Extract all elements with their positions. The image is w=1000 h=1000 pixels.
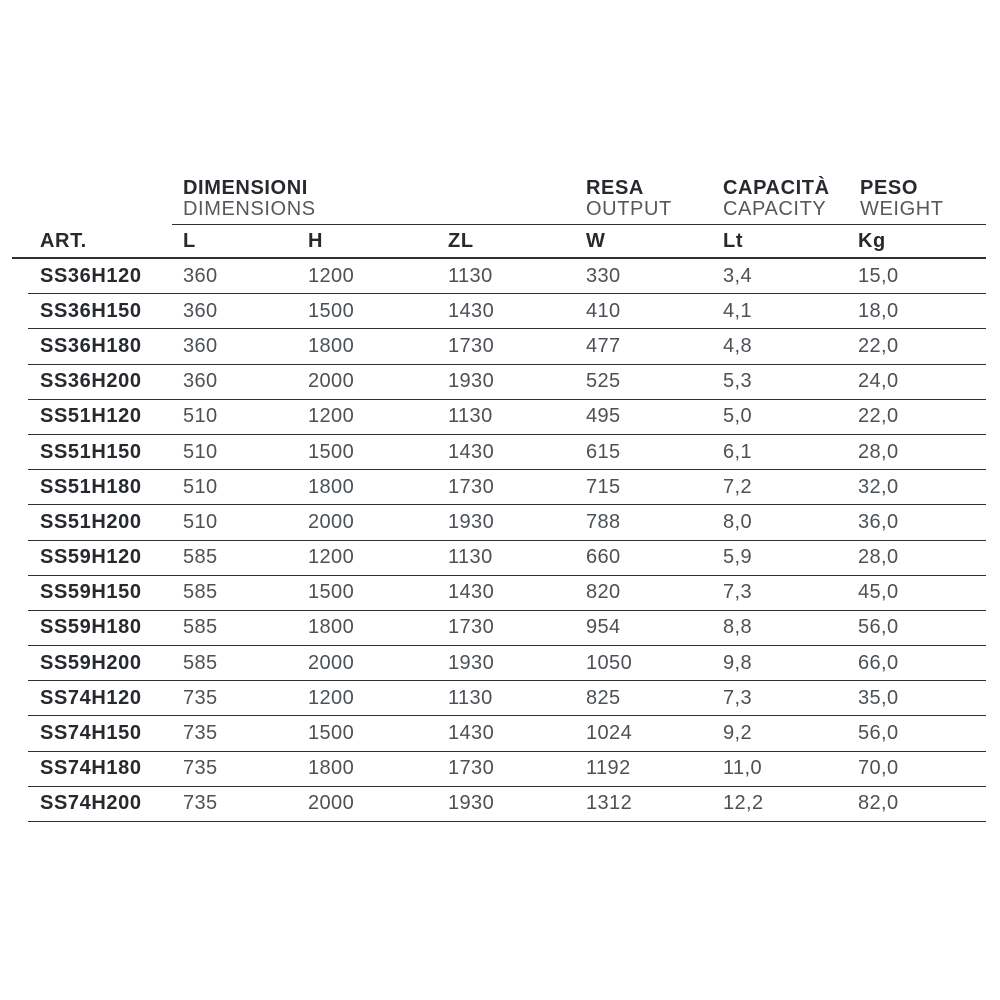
cell-lt: 5,9 bbox=[723, 546, 753, 569]
cell-kg: 32,0 bbox=[858, 475, 899, 498]
column-header-zl: ZL bbox=[448, 229, 474, 252]
cell-l: 735 bbox=[183, 792, 218, 815]
cell-w: 825 bbox=[586, 686, 621, 709]
cell-kg: 56,0 bbox=[858, 616, 899, 639]
cell-art: SS74H150 bbox=[40, 722, 142, 745]
column-header-l: L bbox=[183, 229, 196, 252]
cell-h: 1200 bbox=[308, 686, 355, 709]
cell-l: 585 bbox=[183, 616, 218, 639]
table-row bbox=[28, 541, 986, 576]
cell-l: 585 bbox=[183, 651, 218, 674]
cell-kg: 66,0 bbox=[858, 651, 899, 674]
cell-h: 2000 bbox=[308, 792, 355, 815]
cell-h: 2000 bbox=[308, 510, 355, 533]
group-subtitle: WEIGHT bbox=[860, 198, 944, 220]
group-header-row bbox=[12, 178, 986, 225]
cell-art: SS59H120 bbox=[40, 546, 142, 569]
cell-lt: 8,8 bbox=[723, 616, 753, 639]
table-row bbox=[28, 716, 986, 751]
cell-art: SS59H200 bbox=[40, 651, 142, 674]
cell-l: 360 bbox=[183, 334, 218, 357]
cell-kg: 28,0 bbox=[858, 440, 899, 463]
cell-h: 1200 bbox=[308, 264, 355, 287]
cell-lt: 11,0 bbox=[723, 757, 763, 780]
cell-w: 788 bbox=[586, 510, 621, 533]
table-row bbox=[28, 329, 986, 364]
cell-lt: 8,0 bbox=[723, 510, 753, 533]
table-row bbox=[28, 294, 986, 329]
cell-zl: 1730 bbox=[448, 475, 495, 498]
cell-lt: 5,0 bbox=[723, 405, 753, 428]
cell-zl: 1430 bbox=[448, 440, 495, 463]
cell-h: 1500 bbox=[308, 299, 355, 322]
group-header-capacity bbox=[720, 178, 857, 225]
cell-w: 615 bbox=[586, 440, 621, 463]
table-row bbox=[28, 576, 986, 611]
cell-art: SS51H150 bbox=[40, 440, 142, 463]
group-header-weight bbox=[857, 178, 986, 225]
group-title: CAPACITÀ bbox=[723, 177, 830, 199]
cell-w: 1312 bbox=[586, 792, 633, 815]
cell-art: SS59H150 bbox=[40, 581, 142, 604]
cell-zl: 1130 bbox=[448, 546, 493, 569]
cell-kg: 36,0 bbox=[858, 510, 899, 533]
cell-w: 954 bbox=[586, 616, 621, 639]
table-row bbox=[28, 400, 986, 435]
cell-art: SS36H180 bbox=[40, 334, 142, 357]
table-body bbox=[28, 259, 986, 822]
cell-h: 1500 bbox=[308, 581, 355, 604]
cell-h: 1800 bbox=[308, 616, 355, 639]
column-header-lt: Lt bbox=[723, 229, 744, 252]
cell-kg: 35,0 bbox=[858, 686, 899, 709]
cell-zl: 1730 bbox=[448, 616, 495, 639]
cell-w: 1192 bbox=[586, 757, 631, 780]
cell-zl: 1730 bbox=[448, 757, 495, 780]
group-title: DIMENSIONI bbox=[183, 177, 308, 199]
cell-lt: 7,3 bbox=[723, 686, 753, 709]
cell-zl: 1130 bbox=[448, 405, 493, 428]
cell-lt: 9,2 bbox=[723, 722, 753, 745]
cell-kg: 22,0 bbox=[858, 405, 899, 428]
group-title: RESA bbox=[586, 177, 644, 199]
cell-l: 360 bbox=[183, 299, 218, 322]
table-row bbox=[28, 505, 986, 540]
column-header-h: H bbox=[308, 229, 324, 252]
cell-l: 585 bbox=[183, 581, 218, 604]
table-row bbox=[28, 470, 986, 505]
cell-art: SS36H150 bbox=[40, 299, 142, 322]
cell-l: 735 bbox=[183, 722, 218, 745]
cell-l: 360 bbox=[183, 370, 218, 393]
cell-l: 360 bbox=[183, 264, 218, 287]
group-subtitle: OUTPUT bbox=[586, 198, 672, 220]
cell-w: 477 bbox=[586, 334, 621, 357]
cell-l: 510 bbox=[183, 440, 218, 463]
cell-kg: 70,0 bbox=[858, 757, 899, 780]
cell-l: 510 bbox=[183, 475, 218, 498]
cell-zl: 1430 bbox=[448, 581, 495, 604]
cell-art: SS51H180 bbox=[40, 475, 142, 498]
cell-w: 1024 bbox=[586, 722, 633, 745]
cell-lt: 4,1 bbox=[723, 299, 753, 322]
cell-h: 2000 bbox=[308, 651, 355, 674]
cell-zl: 1930 bbox=[448, 370, 495, 393]
table-row bbox=[28, 259, 986, 294]
cell-art: SS59H180 bbox=[40, 616, 142, 639]
column-header-row bbox=[12, 225, 986, 259]
cell-zl: 1430 bbox=[448, 299, 495, 322]
cell-kg: 28,0 bbox=[858, 546, 899, 569]
table-row bbox=[28, 435, 986, 470]
cell-zl: 1930 bbox=[448, 510, 495, 533]
cell-l: 735 bbox=[183, 757, 218, 780]
cell-zl: 1130 bbox=[448, 264, 493, 287]
table-row bbox=[28, 365, 986, 400]
cell-w: 330 bbox=[586, 264, 621, 287]
cell-lt: 4,8 bbox=[723, 334, 753, 357]
table-row bbox=[28, 787, 986, 822]
column-header-kg: Kg bbox=[858, 229, 886, 252]
cell-kg: 45,0 bbox=[858, 581, 899, 604]
cell-zl: 1130 bbox=[448, 686, 493, 709]
cell-zl: 1430 bbox=[448, 722, 495, 745]
cell-w: 715 bbox=[586, 475, 621, 498]
cell-h: 1800 bbox=[308, 334, 355, 357]
cell-lt: 5,3 bbox=[723, 370, 753, 393]
cell-h: 1800 bbox=[308, 757, 355, 780]
cell-w: 525 bbox=[586, 370, 621, 393]
group-header-dimensions bbox=[172, 178, 583, 225]
column-header-art: ART. bbox=[40, 229, 87, 252]
cell-art: SS36H200 bbox=[40, 370, 142, 393]
cell-kg: 24,0 bbox=[858, 370, 899, 393]
cell-h: 1500 bbox=[308, 440, 355, 463]
group-subtitle: CAPACITY bbox=[723, 198, 827, 220]
cell-kg: 15,0 bbox=[858, 264, 899, 287]
cell-lt: 9,8 bbox=[723, 651, 753, 674]
table-row bbox=[28, 752, 986, 787]
column-header-w: W bbox=[586, 229, 606, 252]
cell-kg: 22,0 bbox=[858, 334, 899, 357]
cell-zl: 1730 bbox=[448, 334, 495, 357]
cell-w: 1050 bbox=[586, 651, 633, 674]
cell-h: 2000 bbox=[308, 370, 355, 393]
cell-art: SS51H200 bbox=[40, 510, 142, 533]
cell-kg: 82,0 bbox=[858, 792, 899, 815]
cell-art: SS36H120 bbox=[40, 264, 142, 287]
cell-w: 660 bbox=[586, 546, 621, 569]
cell-zl: 1930 bbox=[448, 792, 495, 815]
cell-w: 820 bbox=[586, 581, 621, 604]
cell-w: 410 bbox=[586, 299, 621, 322]
cell-h: 1500 bbox=[308, 722, 355, 745]
cell-h: 1200 bbox=[308, 546, 355, 569]
cell-lt: 6,1 bbox=[723, 440, 753, 463]
cell-l: 735 bbox=[183, 686, 218, 709]
cell-w: 495 bbox=[586, 405, 621, 428]
cell-art: SS74H180 bbox=[40, 757, 142, 780]
cell-h: 1200 bbox=[308, 405, 355, 428]
cell-art: SS74H200 bbox=[40, 792, 142, 815]
cell-l: 510 bbox=[183, 405, 218, 428]
group-subtitle: DIMENSIONS bbox=[183, 198, 316, 220]
cell-kg: 18,0 bbox=[858, 299, 899, 322]
table-row bbox=[28, 646, 986, 681]
cell-art: SS74H120 bbox=[40, 686, 142, 709]
spec-table bbox=[12, 178, 986, 822]
table-row bbox=[28, 681, 986, 716]
cell-lt: 7,3 bbox=[723, 581, 753, 604]
table-row bbox=[28, 611, 986, 646]
cell-lt: 7,2 bbox=[723, 475, 753, 498]
cell-art: SS51H120 bbox=[40, 405, 142, 428]
cell-lt: 3,4 bbox=[723, 264, 753, 287]
group-title: PESO bbox=[860, 177, 918, 199]
cell-h: 1800 bbox=[308, 475, 355, 498]
cell-lt: 12,2 bbox=[723, 792, 764, 815]
cell-l: 585 bbox=[183, 546, 218, 569]
group-header-spacer bbox=[12, 178, 172, 225]
cell-l: 510 bbox=[183, 510, 218, 533]
cell-kg: 56,0 bbox=[858, 722, 899, 745]
group-header-output bbox=[583, 178, 720, 225]
cell-zl: 1930 bbox=[448, 651, 495, 674]
